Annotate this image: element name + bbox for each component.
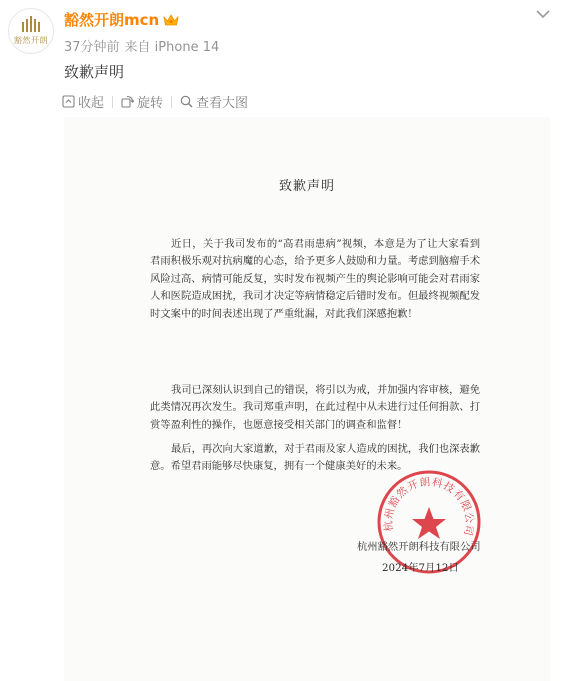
toolbar-divider [171, 96, 172, 108]
document-title: 致歉声明 [278, 179, 335, 194]
username[interactable]: 豁然开朗mcn [64, 11, 160, 29]
document-paragraph: 我司已深刻认识到自己的错误，将引以为戒，并加强内容审核，避免此类情况再次发生。我司郑重声明，在此过程中从未进行过任何捐款、打赏等盈利性的操作，也愿意接受相关部门的调查和监督！ [150, 384, 480, 431]
collapse-label: 收起 [78, 96, 105, 111]
document-paragraph: 近日，关于我司发布的“高君雨患病”视频，本意是为了让大家看到君雨积极乐观对抗病魔的心态，给予更多人鼓励和力量。考虑到脑瘤手术风险过高、病情可能反复，实时发布视频产生的舆论影响可能会对君雨家人和医院造成困扰，我司才决定等病情稳定后错时发布。但最终视频配发时文案中的时间表述出现了严重纰漏，对此我们深感抱歉！ [150, 238, 480, 320]
avatar-logo-text: 豁然开朗 [14, 36, 48, 45]
rotate-label: 旋转 [137, 96, 164, 111]
post-meta [64, 36, 224, 55]
post-time[interactable]: 37分钟前 [64, 40, 120, 55]
post-image[interactable] [64, 117, 550, 681]
apology-document [64, 117, 550, 681]
view-large-label: 查看大图 [196, 96, 249, 111]
username-row [64, 9, 179, 30]
document-date: 2024年7月12日 [382, 562, 459, 574]
rotate-icon [121, 95, 134, 108]
magnifier-icon [180, 95, 193, 108]
brand-logo-icon [20, 16, 42, 34]
image-toolbar [62, 92, 256, 111]
view-large-button[interactable] [180, 92, 248, 111]
crown-badge-icon[interactable] [163, 13, 179, 27]
collapse-icon [62, 95, 75, 108]
toolbar-divider [112, 96, 113, 108]
avatar[interactable] [8, 8, 54, 54]
chevron-down-icon[interactable] [535, 8, 551, 20]
post-source: 来自 iPhone 14 [124, 40, 220, 55]
document-paragraph: 最后，再次向大家道歉，对于君雨及家人造成的困扰，我们也深表歉意。希望君雨能够尽快康复，拥有一个健康美好的未来。 [150, 443, 480, 473]
rotate-button[interactable] [121, 92, 163, 111]
company-name: 杭州豁然开朗科技有限公司 [357, 541, 481, 553]
collapse-button[interactable] [62, 92, 104, 111]
post-text: 致歉声明 [64, 63, 125, 81]
seal-text: 杭州豁然开朗科技有限公司 [382, 476, 476, 538]
